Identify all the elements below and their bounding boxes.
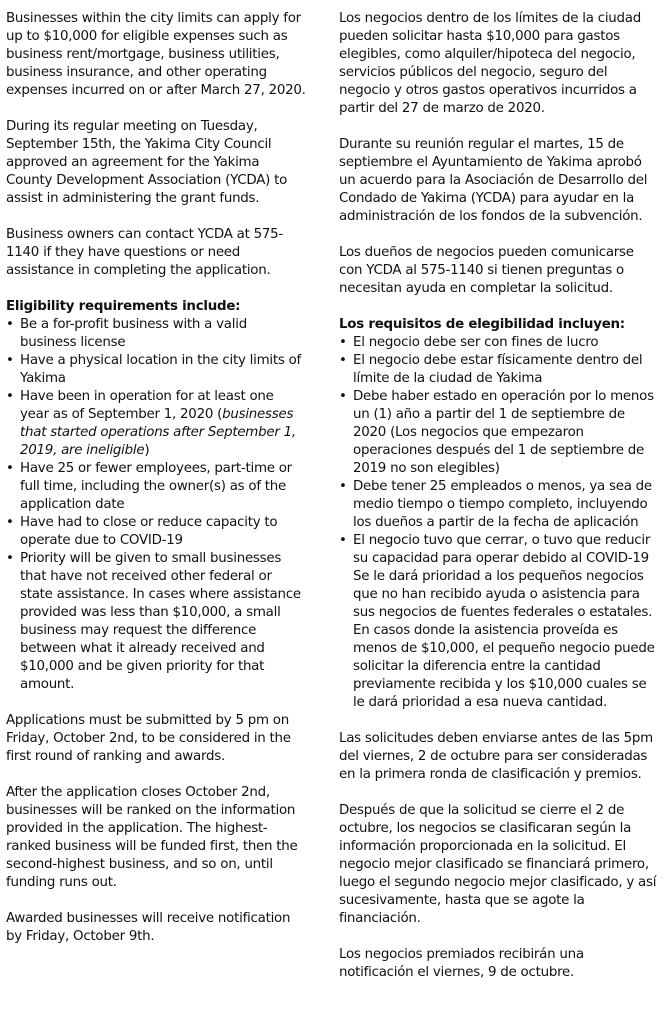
list-item bbox=[6, 388, 306, 460]
spanish-column bbox=[339, 10, 657, 1000]
list-item: • Be a for-profit business with a valid business license bbox=[6, 316, 306, 352]
list-item: • Have 25 or fewer employees, part-time or full time, including the owner(s) as of the application date bbox=[6, 460, 306, 514]
notification-paragraph: Los negocios premiados recibirán una notificación el viernes, 9 de octubre. bbox=[339, 947, 584, 980]
list-item-italic-note: businesses that started operations after September 1, 2019, are ineligible bbox=[20, 407, 296, 458]
list-item: • Priority will be given to small businesses that have not received other federal or state assistance. In cases where assistance provided was less than $10,000, a small business may request the difference between what it already received and $10,000 and be given priority for that amount. bbox=[6, 550, 306, 694]
eligibility-list bbox=[6, 316, 306, 694]
council-paragraph: Durante su reunión regular el martes, 15 de septiembre el Ayuntamiento de Yakima aprobó un acuerdo para la Asociación de Desarrollo del Condado de Yakima (YCDA) para ayudar en la administración de los fondos de la subvención. bbox=[339, 137, 648, 224]
ranking-paragraph: After the application closes October 2nd, businesses will be ranked on the information provided in the application. The highest-ranked business will be funded first, then the second-highest business, and so on, until funding runs out. bbox=[6, 785, 298, 890]
eligibility-heading: Eligibility requirements include: bbox=[6, 299, 241, 314]
list-item: • Debe haber estado en operación por lo menos un (1) año a partir del 1 de septiembre de 2020 (Los negocios que empezaron operaciones después del 1 de septiembre de 2019 no son elegibles) bbox=[339, 388, 657, 478]
deadline-paragraph: Las solicitudes deben enviarse antes de las 5pm del viernes, 2 de octubre para ser consideradas en la primera ronda de clasificación y premios. bbox=[339, 731, 653, 782]
list-item-text: Have been in operation for at least one year as of September 1, 2020 ( bbox=[20, 389, 274, 422]
notification-paragraph: Awarded businesses will receive notification by Friday, October 9th. bbox=[6, 911, 291, 944]
ranking-paragraph: Después de que la solicitud se cierre el 2 de octubre, los negocios se clasificaran según la información proporcionada en la solicitud. El negocio mejor clasificado se financiará primero, luego el segundo negocio mejor clasificado, y así sucesivamente, hasta que se agote la financiación. bbox=[339, 803, 657, 926]
list-item: • El negocio debe ser con fines de lucro bbox=[339, 334, 657, 352]
grant-paragraph: Los negocios dentro de los límites de la ciudad pueden solicitar hasta $10,000 para gastos elegibles, como alquiler/hipoteca del negocio, servicios públicos del negocio, seguro del negocio y otros gastos operativos incurridos a partir del 27 de marzo de 2020. bbox=[339, 11, 641, 116]
list-item: • El negocio tuvo que cerrar, o tuvo que reducir su capacidad para operar debido al COVID-19 Se le dará prioridad a los pequeños negocios que no han recibido ayuda o asistencia para sus negocios de fuentes federales o estatales. En casos donde la asistencia proveída es menos de $10,000, el pequeño negocio puede solicitar la diferencia entre la cantidad previamente recibida y los $10,000 cuales se le dará prioridad a esa nueva cantidad. bbox=[339, 532, 657, 712]
deadline-paragraph: Applications must be submitted by 5 pm on Friday, October 2nd, to be considered in the first round of ranking and awards. bbox=[6, 713, 291, 764]
contact-paragraph: Los dueños de negocios pueden comunicarse con YCDA al 575-1140 si tienen preguntas o necesitan ayuda en completar la solicitud. bbox=[339, 245, 634, 296]
council-paragraph: During its regular meeting on Tuesday, September 15th, the Yakima City Council approved an agreement for the Yakima County Development Association (YCDA) to assist in administering the grant funds. bbox=[6, 119, 288, 206]
list-item: • Have had to close or reduce capacity to operate due to COVID-19 bbox=[6, 514, 306, 550]
list-item-close: ) bbox=[144, 443, 150, 458]
list-item: • Have a physical location in the city limits of Yakima bbox=[6, 352, 306, 388]
list-item: • El negocio debe estar físicamente dentro del límite de la ciudad de Yakima bbox=[339, 352, 657, 388]
english-column bbox=[6, 10, 306, 964]
eligibility-list bbox=[339, 334, 657, 712]
grant-paragraph: Businesses within the city limits can apply for up to $10,000 for eligible expenses such as business rent/mortgage, business utilities, business insurance, and other operating expenses incurred on or after March 27, 2020. bbox=[6, 11, 306, 98]
eligibility-heading: Los requisitos de elegibilidad incluyen: bbox=[339, 317, 625, 332]
contact-paragraph: Business owners can contact YCDA at 575-1140 if they have questions or need assistance in completing the application. bbox=[6, 227, 283, 278]
list-item: • Debe tener 25 empleados o menos, ya sea de medio tiempo o tiempo completo, incluyendo los dueños a partir de la fecha de aplicación bbox=[339, 478, 657, 532]
